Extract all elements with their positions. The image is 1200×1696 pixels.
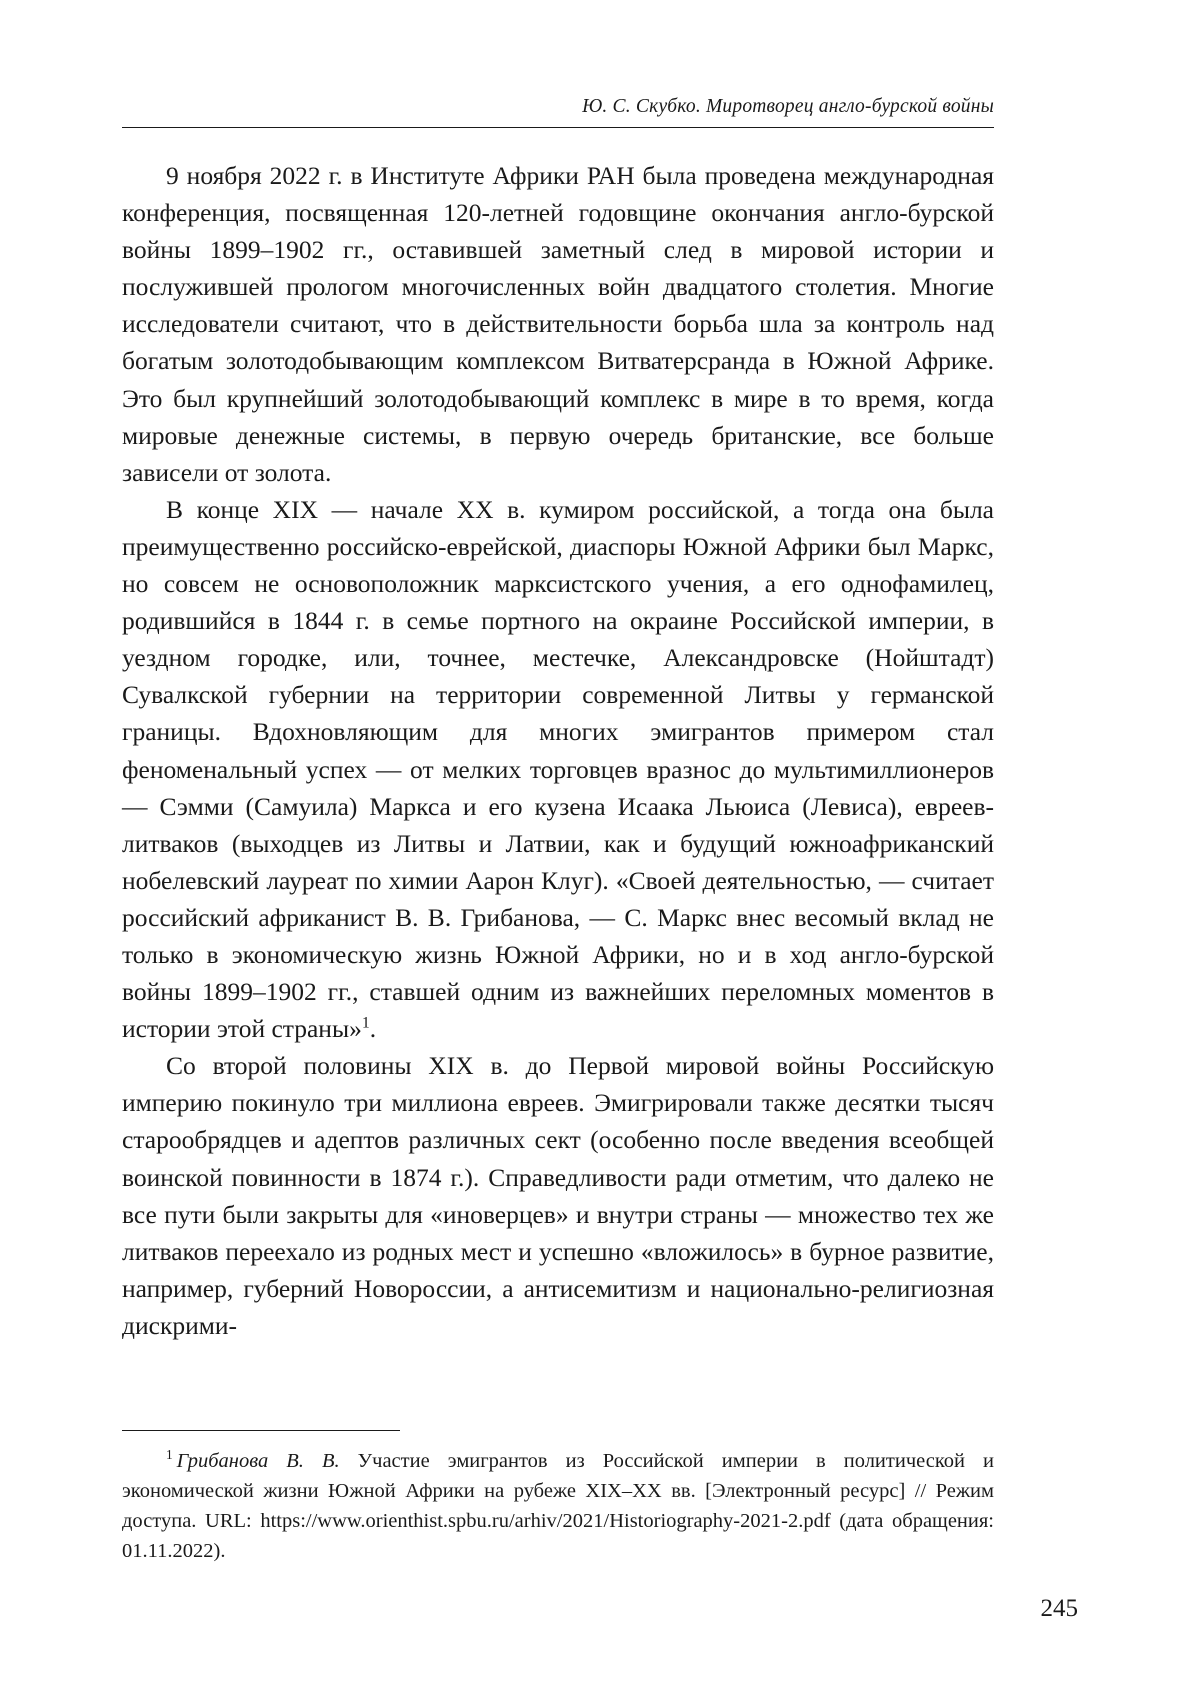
footnote-area xyxy=(122,1430,994,1567)
footnote-text xyxy=(122,1445,994,1567)
page-content-column xyxy=(122,96,994,1344)
body-paragraph: Со второй половины XIX в. до Первой мировой войны Российскую империю покинуло три миллиона евреев. Эмигрировали также десятки тысяч старообрядцев и адептов различных сект (особенно после введения всеобщей воинской повинности в 1874 г.). Справедливости ради отметим, что далеко не все пути были закрыты для «иноверцев» и внутри страны — множество тех же литваков переехало из родных мест и успешно «вложилось» в бурное развитие, например, губерний Новороссии, а антисемитизм и национально-религиозная дискрими- xyxy=(122,1051,994,1340)
footnote-body: Участие эмигрантов из Российской империи в политической и экономической жизни Южной Африки на рубеже XIX–XX вв. [Электронный ресурс] // Режим доступа. URL: https://www.orienthist.spbu.ru/arhiv/2021/Historiography-2021-2.pdf (дата обращения: 01.11.2022). xyxy=(122,1449,994,1562)
page-number: 245 xyxy=(1040,1595,1078,1622)
paragraph-text: В конце XIX — начале XX в. кумиром российской, а тогда она была преимущественно российско-еврейской, диаспоры Южной Африки был Маркс, но совсем не основоположник марксистского учения, а его однофамилец, родившийся в 1844 г. в семье портного на окраине Российской империи, в уездном городке, или, точнее, местечке, Александровске (Нойштадт) Сувалкской губернии на территории современной Литвы у германской границы. Вдохновляющим для многих эмигрантов примером стал феноменальный успех — от мелких торговцев вразнос до мультимиллионеров — Сэмми (Самуила) Маркса и его кузена Исаака Льюиса (Левиса), евреев-литваков (выходцев из Литвы и Латвии, как и будущий южноафриканский нобелевский лауреат по химии Аарон Клуг). «Своей деятельностью, — считает российский африканист В. В. Грибанова, — С. Маркс внес весомый вклад не только в экономическую жизнь Южной Африки, но и в ход англо-бурской войны 1899–1902 гг., ставшей одним из важнейших переломных моментов в истории этой страны» xyxy=(122,494,994,1044)
header-divider xyxy=(122,127,994,128)
footnote-divider xyxy=(122,1430,400,1431)
footnote-marker: 1 xyxy=(166,1447,173,1462)
running-head: Ю. С. Скубко. Миротворец англо-бурской войны xyxy=(582,96,994,117)
paragraph-tail: . xyxy=(369,1014,377,1044)
footnote-reference[interactable]: 1 xyxy=(361,1014,370,1032)
body-paragraph xyxy=(122,491,994,1047)
footnote-author: Грибанова В. В. xyxy=(176,1449,340,1472)
body-paragraph: 9 ноября 2022 г. в Институте Африки РАН была проведена международная конференция, посвященная 120-летней годовщине окончания англо-бурской войны 1899–1902 гг., оставившей заметный след в мировой истории и послужившей прологом многочисленных войн двадцатого столетия. Многие исследователи считают, что в действительности борьба шла за контроль над богатым золотодобывающим комплексом Витватерсранда в Южной Африке. Это был крупнейший золотодобывающий комплекс в мире в то время, когда мировые денежные системы, в первую очередь британские, все больше зависели от золота. xyxy=(122,161,994,487)
